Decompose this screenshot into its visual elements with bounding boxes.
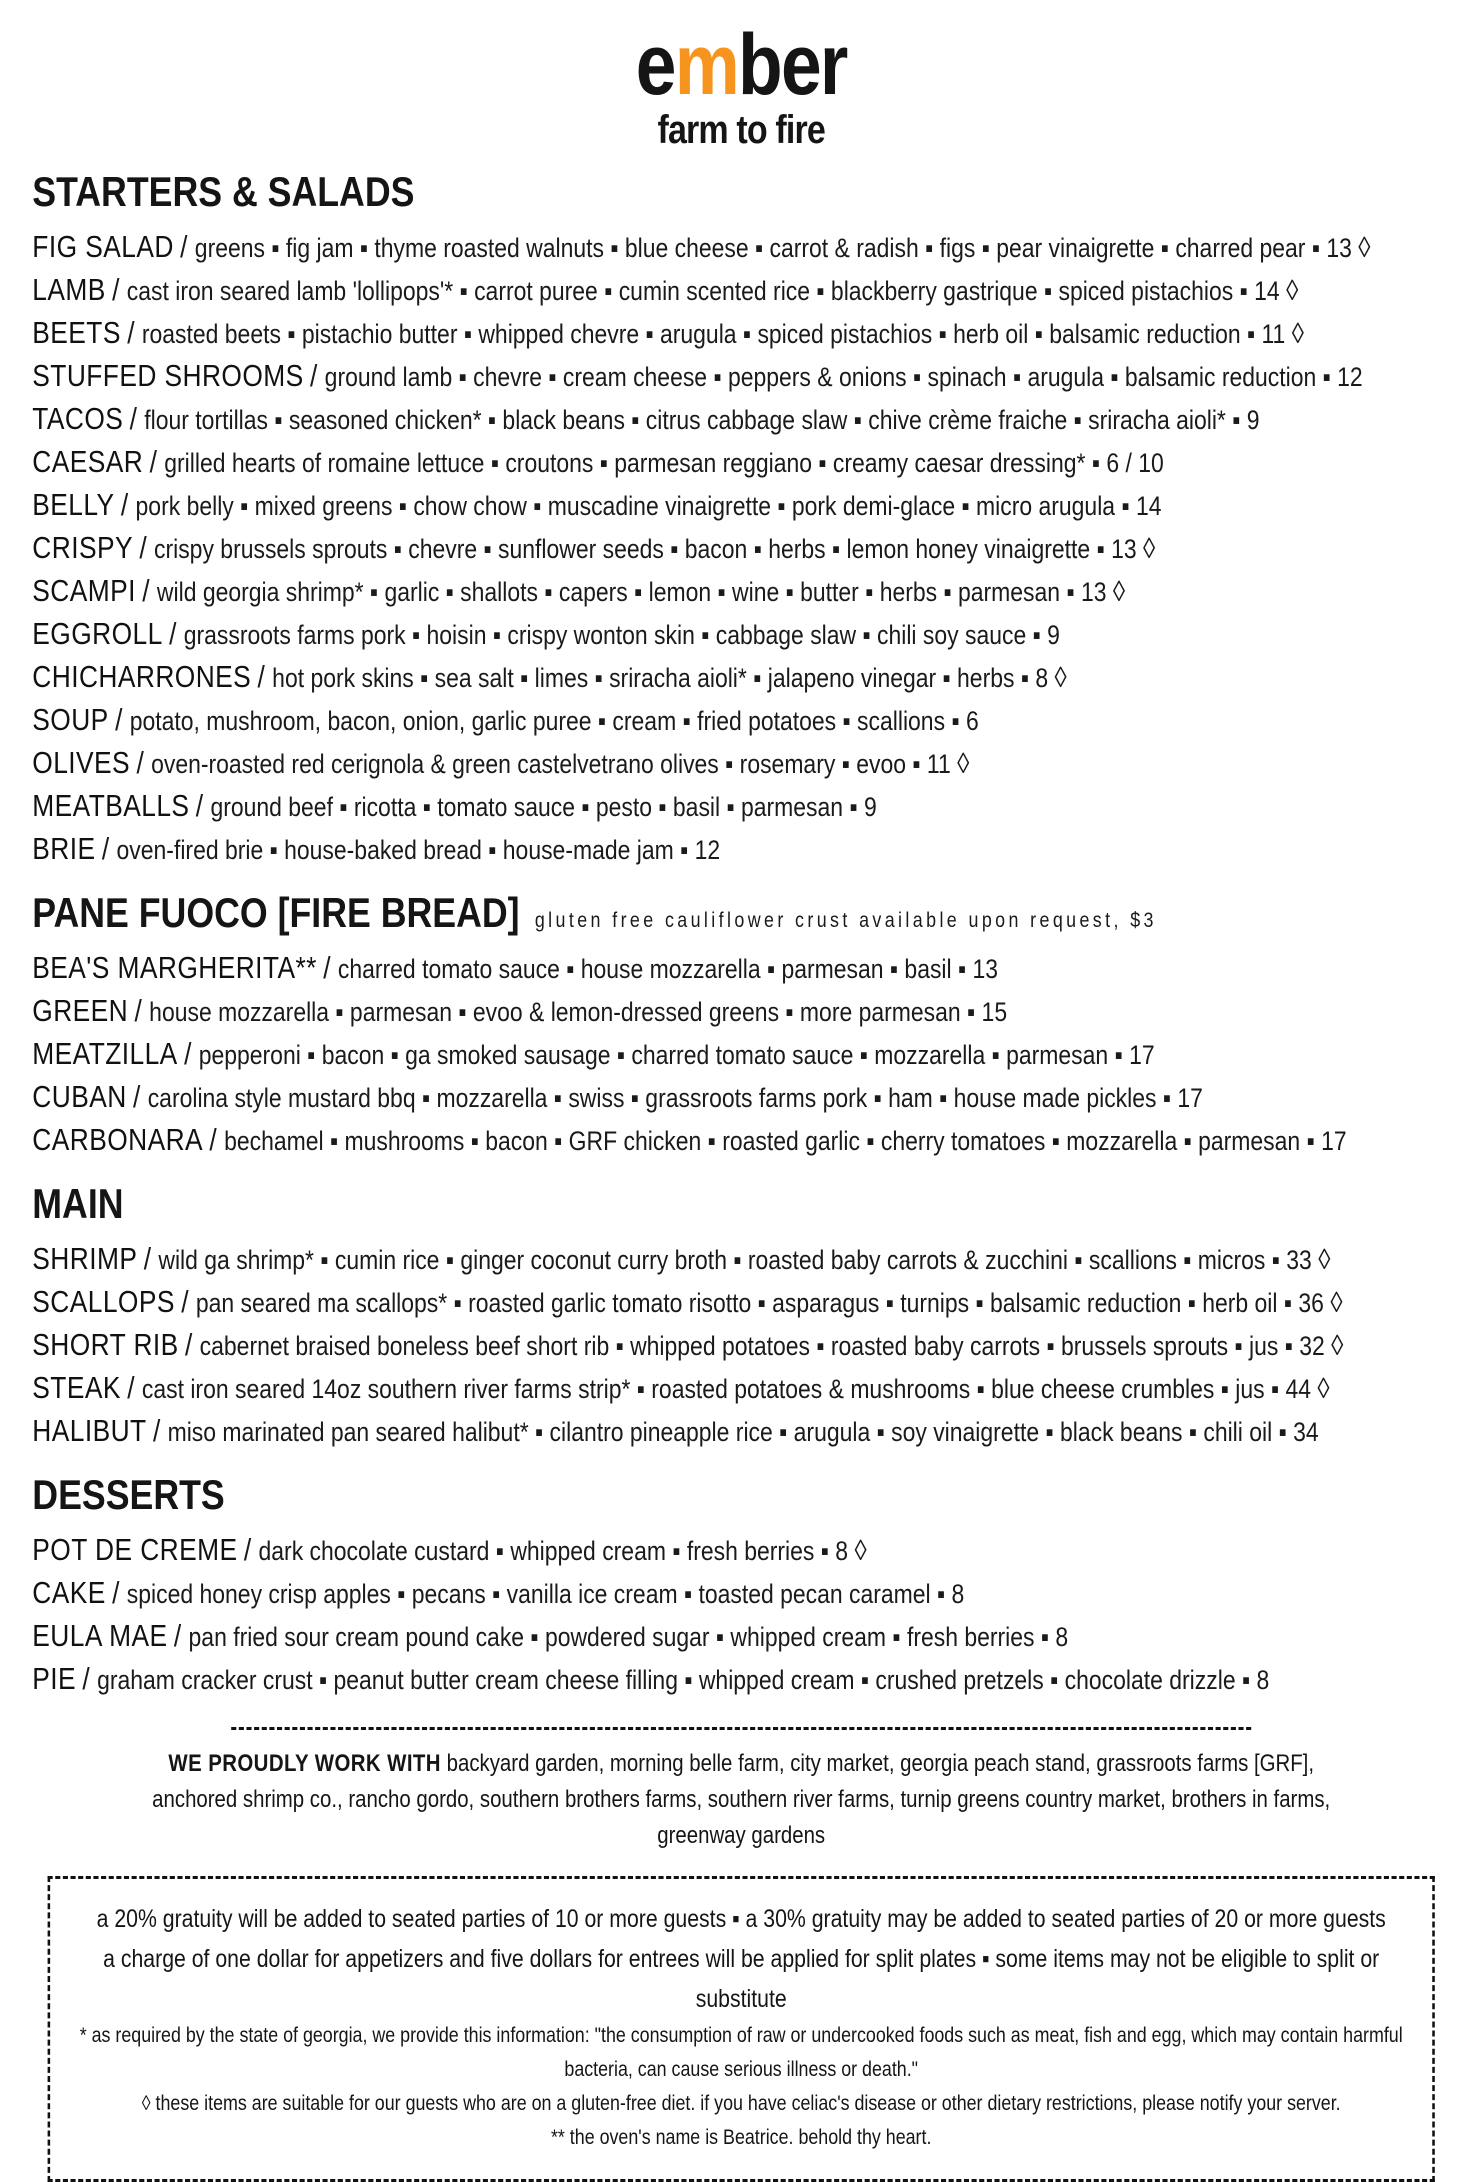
item-ingredients: miso marinated pan seared halibut* ▪ cilantro pineapple rice ▪ arugula ▪ soy vinaigrette ▪ black beans ▪ chili oil: [167, 1417, 1273, 1447]
partners-statement: [132, 1746, 1351, 1854]
menu-sections: [32, 168, 1450, 1701]
item-name: HALIBUT: [32, 1413, 147, 1448]
item-name-separator: /: [184, 1036, 199, 1071]
item-name: BELLY: [32, 487, 115, 522]
menu-item-row: [32, 990, 1450, 1033]
item-price: ▪ 13: [1096, 534, 1137, 564]
menu-item-row: [32, 398, 1450, 441]
item-name-separator: /: [173, 1618, 189, 1653]
item-ingredients: oven-roasted red cerignola & green castelvetrano olives ▪ rosemary ▪ evoo: [151, 749, 906, 779]
section-items: [32, 226, 1450, 871]
item-price: ▪ 15: [967, 997, 1008, 1027]
item-name-separator: /: [152, 1413, 168, 1448]
item-ingredients: wild ga shrimp* ▪ cumin rice ▪ ginger coconut curry broth ▪ roasted baby carrots & zucchini ▪ scallions ▪ micros: [158, 1245, 1266, 1275]
item-price: ▪ 8: [1040, 1622, 1069, 1652]
item-price: ▪ 17: [1162, 1083, 1203, 1113]
item-name-separator: /: [127, 315, 142, 350]
item-ingredients: cabernet braised boneless beef short rib ▪ whipped potatoes ▪ roasted baby carrots ▪ brussels sprouts ▪ jus: [199, 1331, 1279, 1361]
item-name: BEA'S MARGHERITA**: [32, 950, 317, 985]
item-name: EULA MAE: [32, 1618, 168, 1653]
gluten-free-icon: ◊: [957, 748, 970, 780]
item-name: POT DE CREME: [32, 1532, 238, 1567]
menu-item-row: [32, 312, 1450, 355]
section-items: [32, 1529, 1450, 1701]
item-ingredients: cast iron seared 14oz southern river farms strip* ▪ roasted potatoes & mushrooms ▪ blue cheese crumbles ▪ jus: [141, 1374, 1265, 1404]
item-name: PIE: [32, 1661, 77, 1696]
item-name: GREEN: [32, 993, 129, 1028]
item-ingredients: graham cracker crust ▪ peanut butter cream cheese filling ▪ whipped cream ▪ crushed pretzels ▪ chocolate drizzle: [97, 1665, 1236, 1695]
item-ingredients: oven-fired brie ▪ house-baked bread ▪ house-made jam: [116, 835, 674, 865]
item-price: ▪ 8: [820, 1536, 849, 1566]
item-price: ▪ 17: [1114, 1040, 1155, 1070]
item-price: ▪ 11: [1246, 319, 1286, 349]
item-ingredients: wild georgia shrimp* ▪ garlic ▪ shallots ▪ capers ▪ lemon ▪ wine ▪ butter ▪ herbs ▪ parmesan: [156, 577, 1061, 607]
gluten-free-icon: ◊: [1142, 533, 1156, 565]
section-title: DESSERTS: [32, 1471, 225, 1518]
item-name: BRIE: [32, 831, 96, 866]
item-name-separator: /: [149, 444, 165, 479]
item-name: SHORT RIB: [32, 1327, 179, 1362]
gluten-free-icon: ◊: [1112, 576, 1126, 608]
item-price: ▪ 6 / 10: [1091, 448, 1164, 478]
item-name-separator: /: [243, 1532, 259, 1567]
item-ingredients: grilled hearts of romaine lettuce ▪ croutons ▪ parmesan reggiano ▪ creamy caesar dressing*: [164, 448, 1086, 478]
menu-item-row: [32, 441, 1450, 484]
item-price: ▪ 8: [1241, 1665, 1270, 1695]
menu-item-row: [32, 947, 1450, 990]
restaurant-logo: [32, 17, 1450, 152]
item-name: SHRIMP: [32, 1241, 138, 1276]
item-ingredients: crispy brussels sprouts ▪ chevre ▪ sunflower seeds ▪ bacon ▪ herbs ▪ lemon honey vinaigrette: [153, 534, 1091, 564]
menu-item-row: [32, 226, 1450, 269]
item-name: CAESAR: [32, 444, 144, 479]
item-price: ▪ 6: [951, 706, 979, 736]
item-name-separator: /: [257, 659, 273, 694]
menu-section: [32, 1471, 1450, 1701]
logo-part-black-2: ber: [737, 17, 847, 113]
menu-item-row: [32, 699, 1450, 742]
item-name-separator: /: [181, 1284, 196, 1319]
item-name: EGGROLL: [32, 616, 163, 651]
item-name: SCALLOPS: [32, 1284, 175, 1319]
item-name-separator: /: [112, 1575, 127, 1610]
item-name-separator: /: [310, 358, 325, 393]
item-name: MEATZILLA: [32, 1036, 178, 1071]
menu-item-row: [32, 742, 1450, 785]
logo-part-orange: m: [674, 17, 738, 113]
item-price: ▪ 12: [1322, 362, 1363, 392]
item-price: ▪ 17: [1306, 1126, 1347, 1156]
item-name: LAMB: [32, 272, 106, 307]
gluten-free-icon: ◊: [1331, 1330, 1344, 1362]
item-name: STUFFED SHROOMS: [32, 358, 304, 393]
menu-section: [32, 168, 1450, 871]
item-name-separator: /: [185, 1327, 200, 1362]
gluten-free-icon: ◊: [1286, 275, 1299, 307]
menu-item-row: [32, 570, 1450, 613]
item-price: ▪ 14: [1239, 276, 1280, 306]
item-name-separator: /: [180, 229, 195, 264]
item-name: SOUP: [32, 702, 109, 737]
menu-item-row: [32, 1410, 1450, 1453]
item-price: ▪ 8: [937, 1579, 965, 1609]
menu-section: [32, 1180, 1450, 1453]
section-items: [32, 947, 1450, 1162]
item-price: ▪ 9: [1232, 405, 1260, 435]
item-ingredients: spiced honey crisp apples ▪ pecans ▪ vanilla ice cream ▪ toasted pecan caramel: [126, 1579, 931, 1609]
gluten-free-icon: ◊: [1318, 1244, 1331, 1276]
menu-item-row: [32, 785, 1450, 828]
item-ingredients: grassroots farms pork ▪ hoisin ▪ crispy wonton skin ▪ cabbage slaw ▪ chili soy sauce: [183, 620, 1027, 650]
menu-item-row: [32, 484, 1450, 527]
item-name-separator: /: [195, 788, 211, 823]
item-price: ▪ 12: [680, 835, 721, 865]
item-ingredients: pan seared ma scallops* ▪ roasted garlic tomato risotto ▪ asparagus ▪ turnips ▪ balsamic reduction ▪ herb oil: [195, 1288, 1278, 1318]
menu-item-row: [32, 1572, 1450, 1615]
gluten-free-icon: ◊: [1291, 318, 1304, 350]
section-items: [32, 1238, 1450, 1453]
item-price: ▪ 34: [1278, 1417, 1319, 1447]
item-ingredients: pepperoni ▪ bacon ▪ ga smoked sausage ▪ charred tomato sauce ▪ mozzarella ▪ parmesan: [198, 1040, 1109, 1070]
item-price: ▪ 36: [1283, 1288, 1324, 1318]
item-name: CHICHARRONES: [32, 659, 252, 694]
menu-item-row: [32, 1529, 1450, 1572]
partners-label: WE PROUDLY WORK WITH: [168, 1750, 441, 1777]
item-ingredients: cast iron seared lamb 'lollipops'* ▪ carrot puree ▪ cumin scented rice ▪ blackberry gastrique ▪ spiced pistachios: [126, 276, 1234, 306]
menu-item-row: [32, 1324, 1450, 1367]
logo-part-black-1: e: [635, 17, 675, 113]
item-name-separator: /: [134, 993, 150, 1028]
menu-item-row: [32, 613, 1450, 656]
item-ingredients: bechamel ▪ mushrooms ▪ bacon ▪ GRF chicken ▪ roasted garlic ▪ cherry tomatoes ▪ mozzarella ▪ parmesan: [224, 1126, 1301, 1156]
item-name: TACOS: [32, 401, 124, 436]
item-name: CRISPY: [32, 530, 133, 565]
item-price: ▪ 13: [1066, 577, 1107, 607]
logo-tagline: farm to fire: [657, 108, 825, 152]
menu-item-row: [32, 527, 1450, 570]
menu-item-row: [32, 1281, 1450, 1324]
item-ingredients: carolina style mustard bbq ▪ mozzarella ▪ swiss ▪ grassroots farms pork ▪ ham ▪ house made pickles: [147, 1083, 1157, 1113]
footer-divider: [231, 1727, 1252, 1730]
item-ingredients: hot pork skins ▪ sea salt ▪ limes ▪ sriracha aioli* ▪ jalapeno vinegar ▪ herbs: [272, 663, 1015, 693]
item-ingredients: flour tortillas ▪ seasoned chicken* ▪ black beans ▪ citrus cabbage slaw ▪ chive crème fraiche ▪ sriracha aioli*: [144, 405, 1226, 435]
gluten-free-icon: ◊: [1330, 1287, 1343, 1319]
menu-item-row: [32, 1119, 1450, 1162]
item-ingredients: ground lamb ▪ chevre ▪ cream cheese ▪ peppers & onions ▪ spinach ▪ arugula ▪ balsamic reduction: [324, 362, 1317, 392]
menu-item-row: [32, 1033, 1450, 1076]
menu-item-row: [32, 828, 1450, 871]
item-name-separator: /: [142, 573, 157, 608]
item-price: ▪ 14: [1121, 491, 1162, 521]
menu-item-row: [32, 1615, 1450, 1658]
item-ingredients: pork belly ▪ mixed greens ▪ chow chow ▪ muscadine vinaigrette ▪ pork demi-glace ▪ micro arugula: [135, 491, 1116, 521]
menu-section: [32, 889, 1450, 1162]
menu-item-row: [32, 656, 1450, 699]
item-ingredients: charred tomato sauce ▪ house mozzarella ▪ parmesan ▪ basil: [337, 954, 952, 984]
gluten-free-icon: ◊: [1317, 1373, 1330, 1405]
item-price: ▪ 9: [849, 792, 877, 822]
item-name: BEETS: [32, 315, 121, 350]
item-name-separator: /: [209, 1122, 225, 1157]
item-price: ▪ 33: [1271, 1245, 1312, 1275]
note-split-plates: a charge of one dollar for appetizers and five dollars for entrees will be applied for split plates ▪ some items may not be eligible to split or substitute: [103, 1945, 1380, 2013]
item-ingredients: greens ▪ fig jam ▪ thyme roasted walnuts ▪ blue cheese ▪ carrot & radish ▪ figs ▪ pear vinaigrette ▪ charred pear: [194, 233, 1306, 263]
item-name-separator: /: [169, 616, 184, 651]
item-name: SCAMPI: [32, 573, 136, 608]
item-name-separator: /: [136, 745, 152, 780]
item-name-separator: /: [115, 702, 130, 737]
section-subtitle: gluten free cauliflower crust available upon request, $3: [534, 909, 1157, 932]
item-name: MEATBALLS: [32, 788, 190, 823]
item-name-separator: /: [323, 950, 338, 985]
item-ingredients: dark chocolate custard ▪ whipped cream ▪ fresh berries: [258, 1536, 815, 1566]
item-price: ▪ 13: [958, 954, 999, 984]
logo-wordmark: [32, 17, 1450, 113]
item-price: ▪ 11: [912, 749, 951, 779]
item-name-separator: /: [133, 1079, 148, 1114]
item-name-separator: /: [120, 487, 136, 522]
note-gluten-free: ◊ these items are suitable for our guests who are on a gluten-free diet. if you have celiac's disease or other dietary restrictions, please notify your server.: [141, 2092, 1341, 2115]
item-price: ▪ 32: [1284, 1331, 1325, 1361]
item-price: ▪ 8: [1020, 663, 1049, 693]
gluten-free-icon: ◊: [1054, 662, 1067, 694]
menu-item-row: [32, 1367, 1450, 1410]
item-price: ▪ 44: [1270, 1374, 1311, 1404]
policy-notes-box: [48, 1876, 1435, 2182]
item-name-separator: /: [129, 401, 145, 436]
item-name-separator: /: [112, 272, 127, 307]
section-title: PANE FUOCO [FIRE BREAD]: [32, 889, 520, 936]
item-price: ▪ 13: [1311, 233, 1352, 263]
section-title: STARTERS & SALADS: [32, 168, 415, 215]
item-name-separator: /: [139, 530, 154, 565]
item-name-separator: /: [82, 1661, 98, 1696]
gluten-free-icon: ◊: [854, 1535, 867, 1567]
menu-item-row: [32, 269, 1450, 312]
item-price: ▪ 9: [1032, 620, 1060, 650]
item-ingredients: ground beef ▪ ricotta ▪ tomato sauce ▪ pesto ▪ basil ▪ parmesan: [210, 792, 844, 822]
menu-item-row: [32, 1076, 1450, 1119]
gluten-free-icon: ◊: [1358, 232, 1371, 264]
item-name: OLIVES: [32, 745, 131, 780]
item-name-separator: /: [127, 1370, 142, 1405]
item-name: CAKE: [32, 1575, 106, 1610]
item-name-separator: /: [143, 1241, 159, 1276]
item-name: CARBONARA: [32, 1122, 204, 1157]
item-name: STEAK: [32, 1370, 121, 1405]
item-name: FIG SALAD: [32, 229, 174, 264]
item-ingredients: house mozzarella ▪ parmesan ▪ evoo & lemon-dressed greens ▪ more parmesan: [149, 997, 961, 1027]
item-ingredients: pan fried sour cream pound cake ▪ powdered sugar ▪ whipped cream ▪ fresh berries: [188, 1622, 1035, 1652]
note-oven-name: ** the oven's name is Beatrice. behold thy heart.: [550, 2126, 932, 2149]
menu-item-row: [32, 1658, 1450, 1701]
menu-item-row: [32, 1238, 1450, 1281]
note-gratuity: a 20% gratuity will be added to seated parties of 10 or more guests ▪ a 30% gratuity may be added to seated parties of 20 or more guests: [96, 1905, 1386, 1933]
partners-text: backyard garden, morning belle farm, city market, georgia peach stand, grassroots farms [GRF], anchored shrimp co., rancho gordo, southern brothers farms, southern river farms, turnip greens country market, brothers in farms, greenway gardens: [152, 1750, 1331, 1849]
note-raw-foods-warning: * as required by the state of georgia, we provide this information: "the consumption of raw or undercooked foods such as meat, fish and egg, which may contain harmful bacteria, can cause serious illness or death.": [79, 2024, 1403, 2081]
item-name: CUBAN: [32, 1079, 127, 1114]
item-name-separator: /: [101, 831, 117, 866]
item-ingredients: roasted beets ▪ pistachio butter ▪ whipped chevre ▪ arugula ▪ spiced pistachios ▪ herb oil ▪ balsamic reduction: [141, 319, 1241, 349]
section-title: MAIN: [32, 1180, 124, 1227]
menu-item-row: [32, 355, 1450, 398]
item-ingredients: potato, mushroom, bacon, onion, garlic puree ▪ cream ▪ fried potatoes ▪ scallions: [129, 706, 946, 736]
